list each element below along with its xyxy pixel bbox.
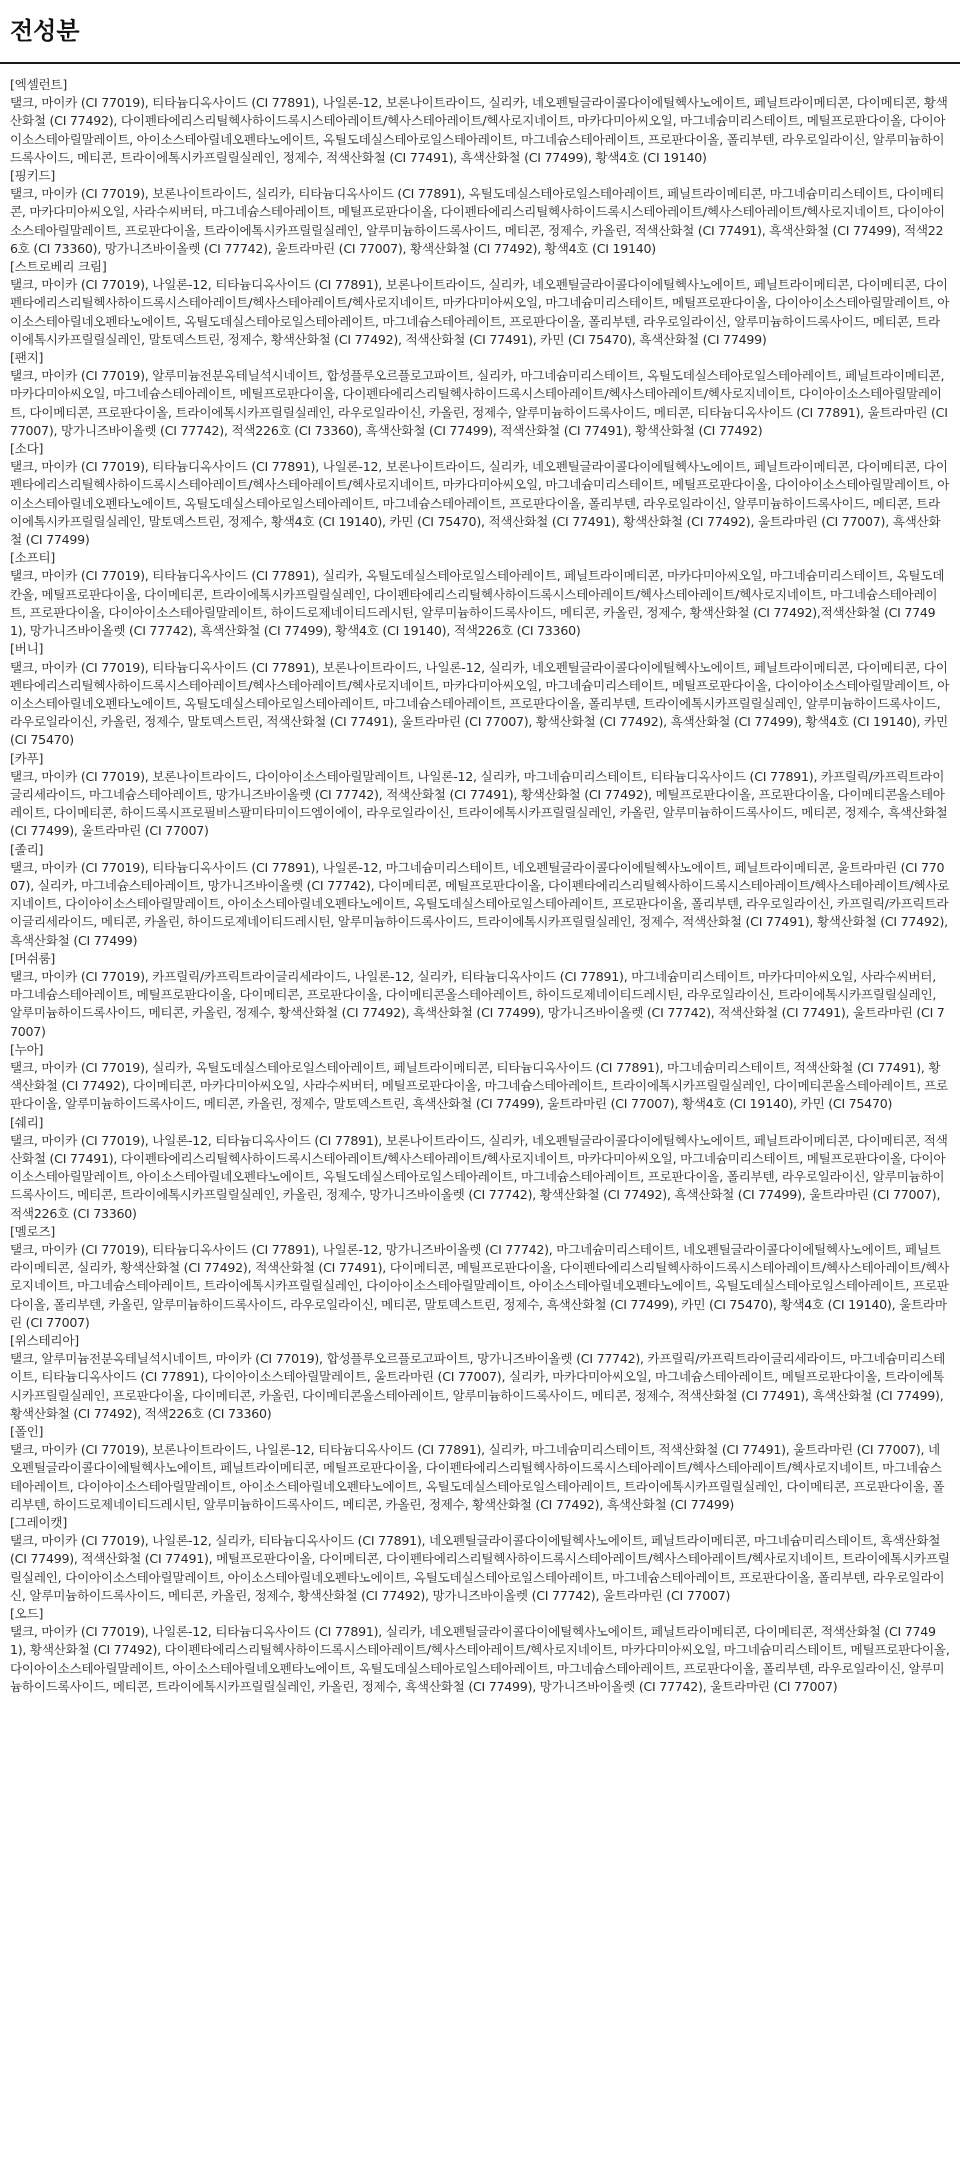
page-title: 전성분 [10, 17, 80, 45]
shade-name: [폴인] [10, 1424, 44, 1440]
shade-name: [소다] [10, 441, 44, 457]
ingredient-section [10, 1114, 950, 1223]
shade-name: [팬지] [10, 350, 44, 366]
shade-name: [그레이캣] [10, 1515, 67, 1531]
ingredient-section [10, 1223, 950, 1332]
shade-name: [누아] [10, 1041, 44, 1057]
ingredient-section [10, 950, 950, 1041]
ingredient-section [10, 549, 950, 640]
ingredient-list: 탤크, 마이카 (CI 77019), 나일론-12, 티타늄디옥사이드 (CI 77891), 실리카, 네오펜틸글라이콜다이에틸헥사노에이트, 페닐트라이메티콘, 다이메티콘, 적색산화철 (CI 77491), 황색산화철 (CI 77492), 다이펜타에리스리틸헥사하이드록시스테아레이트/헥사스테아레이트/헥사로지네이트, 마카다미아씨오일, 마그네슘미리스테이트, 메틸프로판다이올, 다이아이소스테아릴말레이트, 아이소스테아릴네오펜타노에이트, 옥틸도데실스테아로일스테아레이트, 마그네슘스테아레이트, 프로판다이올, 폴리부텐, 라우로일라이신, 알루미늄하이드록사이드, 메티콘, 트라이에톡시카프릴릴실레인, 카올린, 정제수, 흑색산화철 (CI 77499), 망가니즈바이올렛 (CI 77742), 울트라마린 (CI 77007) [10, 1624, 950, 1694]
ingredient-list: 탤크, 마이카 (CI 77019), 티타늄디옥사이드 (CI 77891), 나일론-12, 보론나이트라이드, 실리카, 네오펜틸글라이콜다이에틸헥사노에이트, 페닐트라이메티콘, 다이메티콘, 다이펜타에리스리틸헥사하이드록시스테아레이트/헥사스테아레이트/헥사로지네이트, 마카다미아씨오일, 마그네슘미리스테이트, 메틸프로판다이올, 다이아이소스테아릴말레이트, 아이소스테아릴네오펜타노에이트, 옥틸도데실스테아로일스테아레이트, 마그네슘스테아레이트, 프로판다이올, 폴리부텐, 라우로일라이신, 알루미늄하이드록사이드, 메티콘, 트라이에톡시카프릴릴실레인, 말토덱스트린, 정제수, 황색4호 (CI 19140), 카민 (CI 75470), 적색산화철 (CI 77491), 황색산화철 (CI 77492), 울트라마린 (CI 77007), 흑색산화철 (CI 77499) [10, 459, 950, 548]
ingredient-list: 탤크, 마이카 (CI 77019), 카프릴릭/카프릭트라이글리세라이드, 나일론-12, 실리카, 티타늄디옥사이드 (CI 77891), 마그네슘미리스테이트, 마카다미아씨오일, 사라수씨버터, 마그네슘스테아레이트, 메틸프로판다이올, 다이메티콘, 프로판다이올, 다이메티콘올스테아레이트, 하이드로제네이티드레시틴, 라우로일라이신, 트라이에톡시카프릴릴실레인, 알루미늄하이드록사이드, 메티콘, 카올린, 정제수, 황색산화철 (CI 77492), 흑색산화철 (CI 77499), 망가니즈바이올렛 (CI 77742), 적색산화철 (CI 77491), 울트라마린 (CI 77007) [10, 968, 945, 1039]
shade-name: [핑키드] [10, 168, 56, 184]
ingredient-list: 탤크, 마이카 (CI 77019), 나일론-12, 티타늄디옥사이드 (CI 77891), 보론나이트라이드, 실리카, 네오펜틸글라이콜다이에틸헥사노에이트, 페닐트라이메티콘, 다이메티콘, 다이펜타에리스리틸헥사하이드록시스테아레이트/헥사스테아레이트/헥사로지네이트, 마카다미아씨오일, 마그네슘미리스테이트, 메틸프로판다이올, 다이아이소스테아릴말레이트, 아이소스테아릴네오펜타노에이트, 옥틸도데실스테아로일스테아레이트, 마그네슘스테아레이트, 프로판다이올, 폴리부텐, 라우로일라이신, 알루미늄하이드록사이드, 메티콘, 트라이에톡시카프릴릴실레인, 말토덱스트린, 정제수, 황색산화철 (CI 77492), 적색산화철 (CI 77491), 카민 (CI 75470), 흑색산화철 (CI 77499) [10, 277, 950, 347]
ingredient-section [10, 167, 950, 258]
ingredient-list: 탤크, 마이카 (CI 77019), 실리카, 옥틸도데실스테아로일스테아레이트, 페닐트라이메티콘, 티타늄디옥사이드 (CI 77891), 마그네슘미리스테이트, 적색산화철 (CI 77491), 황색산화철 (CI 77492), 다이메티콘, 마카다미아씨오일, 사라수씨버터, 메틸프로판다이올, 마그네슘스테아레이트, 트라이에톡시카프릴릴실레인, 다이메티콘올스테아레이트, 프로판다이올, 알루미늄하이드록사이드, 메티콘, 카올린, 정제수, 말토덱스트린, 흑색산화철 (CI 77499), 울트라마린 (CI 77007), 황색4호 (CI 19140), 카민 (CI 75470) [10, 1059, 948, 1112]
shade-name: [머쉬룸] [10, 950, 56, 966]
shade-name: [카푸] [10, 750, 44, 766]
ingredient-list: 탤크, 마이카 (CI 77019), 보론나이트라이드, 나일론-12, 티타늄디옥사이드 (CI 77891), 실리카, 마그네슘미리스테이트, 적색산화철 (CI 77491), 울트라마린 (CI 77007), 네오펜틸글라이콜다이에틸헥사노에이트, 페닐트라이메티콘, 메틸프로판다이올, 다이펜타에리스리틸헥사하이드록시스테아레이트/헥사스테아레이트/헥사로지네이트, 마그네슘스테아레이트, 다이아이소스테아릴말레이트, 아이소스테아릴네오펜타노에이트, 옥틸도데실스테아로일스테아레이트, 트라이에톡시카프릴릴실레인, 다이메티콘, 프로판다이올, 폴리부텐, 하이드로제네이티드레시틴, 알루미늄하이드록사이드, 메티콘, 카올린, 정제수, 황색산화철 (CI 77492), 흑색산화철 (CI 77499) [10, 1442, 945, 1512]
ingredient-list: 탤크, 마이카 (CI 77019), 티타늄디옥사이드 (CI 77891), 나일론-12, 마그네슘미리스테이트, 네오펜틸글라이콜다이에틸헥사노에이트, 페닐트라이메티콘, 울트라마린 (CI 77007), 실리카, 마그네슘스테아레이트, 망가니즈바이올렛 (CI 77742), 다이메티콘, 메틸프로판다이올, 다이펜타에리스리틸헥사하이드록시스테아레이트/헥사스테아레이트/헥사로지네이트, 다이아이소스테아릴말레이트, 아이소스테아릴네오펜타노에이트, 옥틸도데실스테아로일스테아레이트, 프로판다이올, 폴리부텐, 라우로일라이신, 카프릴릭/카프릭트라이글리세라이드, 메티콘, 카올린, 하이드로제네이티드레시틴, 알루미늄하이드록사이드, 트라이에톡시카프릴릴실레인, 정제수, 적색산화철 (CI 77491), 황색산화철 (CI 77492), 흑색산화철 (CI 77499) [10, 859, 950, 948]
ingredient-section [10, 1605, 950, 1696]
ingredient-section [10, 1423, 950, 1514]
ingredient-section [10, 440, 950, 549]
ingredient-section [10, 349, 950, 440]
ingredient-list: 탤크, 마이카 (CI 77019), 나일론-12, 실리카, 티타늄디옥사이드 (CI 77891), 네오펜틸글라이콜다이에틸헥사노에이트, 페닐트라이메티콘, 마그네슘미리스테이트, 흑색산화철 (CI 77499), 적색산화철 (CI 77491), 메틸프로판다이올, 다이메티콘, 다이펜타에리스리틸헥사하이드록시스테아레이트/헥사스테아레이트/헥사로지네이트, 트라이에톡시카프릴릴실레인, 다이아이소스테아릴말레이트, 아이소스테아릴네오펜타노에이트, 옥틸도데실스테아로일스테아레이트, 마그네슘스테아레이트, 프로판다이올, 폴리부텐, 라우로일라이신, 알루미늄하이드록사이드, 메티콘, 카올린, 정제수, 황색산화철 (CI 77492), 망가니즈바이올렛 (CI 77742), 울트라마린 (CI 77007) [10, 1533, 950, 1603]
ingredient-sections [0, 64, 960, 1696]
shade-name: [스트로베리 크림] [10, 259, 107, 275]
ingredient-list: 탤크, 마이카 (CI 77019), 티타늄디옥사이드 (CI 77891), 보론나이트라이드, 나일론-12, 실리카, 네오펜틸글라이콜다이에틸헥사노에이트, 페닐트라이메티콘, 다이메티콘, 다이펜타에리스리틸헥사하이드록시스테아레이트/헥사스테아레이트/헥사로지네이트, 마카다미아씨오일, 마그네슘미리스테이트, 메틸프로판다이올, 다이아이소스테아릴말레이트, 아이소스테아릴네오펜타노에이트, 옥틸도데실스테아로일스테아레이트, 마그네슘스테아레이트, 프로판다이올, 폴리부텐, 트라이에톡시카프릴릴실레인, 알루미늄하이드록사이드, 라우로일라이신, 카올린, 정제수, 말토덱스트린, 적색산화철 (CI 77491), 울트라마린 (CI 77007), 황색산화철 (CI 77492), 흑색산화철 (CI 77499), 황색4호 (CI 19140), 카민 (CI 75470) [10, 659, 950, 748]
ingredient-section [10, 841, 950, 950]
ingredient-list: 탤크, 마이카 (CI 77019), 나일론-12, 티타늄디옥사이드 (CI 77891), 보론나이트라이드, 실리카, 네오펜틸글라이콜다이에틸헥사노에이트, 페닐트라이메티콘, 다이메티콘, 적색산화철 (CI 77491), 다이펜타에리스리틸헥사하이드록시스테아레이트/헥사스테아레이트/헥사로지네이트, 마카다미아씨오일, 마그네슘미리스테이트, 메틸프로판다이올, 다이아이소스테아릴말레이트, 아이소스테아릴네오펜타노에이트, 옥틸도데실스테아로일스테아레이트, 마그네슘스테아레이트, 프로판다이올, 폴리부텐, 라우로일라이신, 알루미늄하이드록사이드, 메티콘, 트라이에톡시카프릴릴실레인, 카올린, 정제수, 망가니즈바이올렛 (CI 77742), 황색산화철 (CI 77492), 흑색산화철 (CI 77499), 울트라마린 (CI 77007), 적색226호 (CI 73360) [10, 1132, 948, 1221]
ingredient-section [10, 750, 950, 841]
shade-name: [오드] [10, 1606, 44, 1622]
ingredient-list: 탤크, 마이카 (CI 77019), 보론나이트라이드, 다이아이소스테아릴말레이트, 나일론-12, 실리카, 마그네슘미리스테이트, 티타늄디옥사이드 (CI 77891), 카프릴릭/카프릭트라이글리세라이드, 마그네슘스테아레이트, 망가니즈바이올렛 (CI 77742), 적색산화철 (CI 77491), 황색산화철 (CI 77492), 메틸프로판다이올, 프로판다이올, 다이메티콘올스테아레이트, 다이메티콘, 하이드록시프로필비스팔미타미이드엠이에이, 라우로일라이신, 트라이에톡시카프릴릴실레인, 카올린, 알루미늄하이드록사이드, 메티콘, 정제수, 흑색산화철 (CI 77499), 울트라마린 (CI 77007) [10, 768, 948, 839]
ingredient-list: 탤크, 마이카 (CI 77019), 보론나이트라이드, 실리카, 티타늄디옥사이드 (CI 77891), 옥틸도데실스테아로일스테아레이트, 페닐트라이메티콘, 마그네슘미리스테이트, 다이메티콘, 마카다미아씨오일, 사라수씨버터, 마그네슘스테아레이트, 메틸프로판다이올, 다이펜타에리스리틸헥사하이드록시스테아레이트/헥사스테아레이트/헥사로지네이트, 다이아이소스테아릴말레이트, 프로판다이올, 트라이에톡시카프릴릴실레인, 알루미늄하이드록사이드, 메티콘, 정제수, 카올린, 적색산화철 (CI 77491), 흑색산화철 (CI 77499), 적색226호 (CI 73360), 망가니즈바이올렛 (CI 77742), 울트라마린 (CI 77007), 황색산화철 (CI 77492), 황색4호 (CI 19140) [10, 186, 945, 256]
ingredient-section [10, 1041, 950, 1114]
shade-name: [졸리] [10, 841, 44, 857]
shade-name: [버니] [10, 641, 44, 657]
shade-name: [쉐리] [10, 1114, 44, 1130]
ingredient-section [10, 1514, 950, 1605]
ingredient-section [10, 1332, 950, 1423]
ingredient-section [10, 640, 950, 749]
ingredient-section [10, 76, 950, 167]
shade-name: [위스테리아] [10, 1333, 79, 1349]
ingredient-section [10, 258, 950, 349]
shade-name: [엑셀런트] [10, 77, 67, 92]
ingredient-list: 탤크, 알루미늄전분옥테닐석시네이트, 마이카 (CI 77019), 합성플루오르플로고파이트, 망가니즈바이올렛 (CI 77742), 카프릴릭/카프릭트라이글리세라이드, 마그네슘미리스테이트, 티타늄디옥사이드 (CI 77891), 다이아이소스테아릴말레이트, 울트라마린 (CI 77007), 실리카, 마카다미아씨오일, 마그네슘스테아레이트, 메틸프로판다이올, 트라이에톡시카프릴릴실레인, 프로판다이올, 다이메티콘, 카올린, 다이메티콘올스테아레이트, 알루미늄하이드록사이드, 메티콘, 정제수, 적색산화철 (CI 77491), 흑색산화철 (CI 77499), 황색산화철 (CI 77492), 적색226호 (CI 73360) [10, 1351, 946, 1421]
shade-name: [멜로즈] [10, 1223, 56, 1239]
ingredient-list: 탤크, 마이카 (CI 77019), 알루미늄전분옥테닐석시네이트, 합성플루오르플로고파이트, 실리카, 마그네슘미리스테이트, 옥틸도데실스테아로일스테아레이트, 페닐트라이메티콘, 마카다미아씨오일, 마그네슘스테아레이트, 메틸프로판다이올, 다이펜타에리스리틸헥사하이드록시스테아레이트/헥사스테아레이트/헥사로지네이트, 다이아이소스테아릴말레이트, 다이메티콘, 프로판다이올, 트라이에톡시카프릴릴실레인, 라우로일라이신, 카올린, 정제수, 알루미늄하이드록사이드, 메티콘, 티타늄디옥사이드 (CI 77891), 울트라마린 (CI 77007), 망가니즈바이올렛 (CI 77742), 적색226호 (CI 73360), 흑색산화철 (CI 77499), 적색산화철 (CI 77491), 황색산화철 (CI 77492) [10, 368, 948, 438]
ingredient-list: 탤크, 마이카 (CI 77019), 티타늄디옥사이드 (CI 77891), 실리카, 옥틸도데실스테아로일스테아레이트, 페닐트라이메티콘, 마카다미아씨오일, 마그네슘미리스테이트, 옥틸도데칸올, 메틸프로판다이올, 다이메티콘, 트라이에톡시카프릴릴실레인, 다이펜타에리스리틸헥사하이드록시스테아레이트/헥사스테아레이트/헥사로지네이트, 마그네슘스테아레이트, 프로판다이올, 다이아이소스테아릴말레이트, 하이드로제네이티드레시틴, 알루미늄하이드록사이드, 메티콘, 카올린, 정제수, 황색산화철 (CI 77492),적색산화철 (CI 77491), 망가니즈바이올렛 (CI 77742), 흑색산화철 (CI 77499), 황색4호 (CI 19140), 적색226호 (CI 73360) [10, 568, 945, 639]
ingredient-list: 탤크, 마이카 (CI 77019), 티타늄디옥사이드 (CI 77891), 나일론-12, 망가니즈바이올렛 (CI 77742), 마그네슘미리스테이트, 네오펜틸글라이콜다이에틸헥사노에이트, 페닐트라이메티콘, 실리카, 황색산화철 (CI 77492), 적색산화철 (CI 77491), 다이메티콘, 메틸프로판다이올, 다이펜타에리스리틸헥사하이드록시스테아레이트/헥사스테아레이트/헥사로지네이트, 마그네슘스테아레이트, 트라이에톡시카프릴릴실레인, 다이아이소스테아릴말레이트, 아이소스테아릴네오펜타노에이트, 옥틸도데실스테아로일스테아레이트, 프로판다이올, 폴리부텐, 카올린, 알루미늄하이드록사이드, 라우로일라이신, 메티콘, 말토덱스트린, 정제수, 흑색산화철 (CI 77499), 카민 (CI 75470), 황색4호 (CI 19140), 울트라마린 (CI 77007) [10, 1242, 950, 1330]
ingredient-list: 탤크, 마이카 (CI 77019), 티타늄디옥사이드 (CI 77891), 나일론-12, 보론나이트라이드, 실리카, 네오펜틸글라이콜다이에틸헥사노에이트, 페닐트라이메티콘, 다이메티콘, 황색산화철 (CI 77492), 다이펜타에리스리틸헥사하이드록시스테아레이트/헥사스테아레이트/헥사로지네이트, 마카다미아씨오일, 마그네슘미리스테이트, 메틸프로판다이올, 다이아이소스테아릴말레이트, 아이소스테아릴네오펜타노에이트, 옥틸도데실스테아로일스테아레이트, 마그네슘스테아레이트, 프로판다이올, 폴리부텐, 라우로일라이신, 알루미늄하이드록사이드, 메티콘, 트라이에톡시카프릴릴실레인, 정제수, 적색산화철 (CI 77491), 흑색산화철 (CI 77499), 황색4호 (CI 19140) [10, 95, 948, 165]
shade-name: [소프티] [10, 550, 56, 566]
